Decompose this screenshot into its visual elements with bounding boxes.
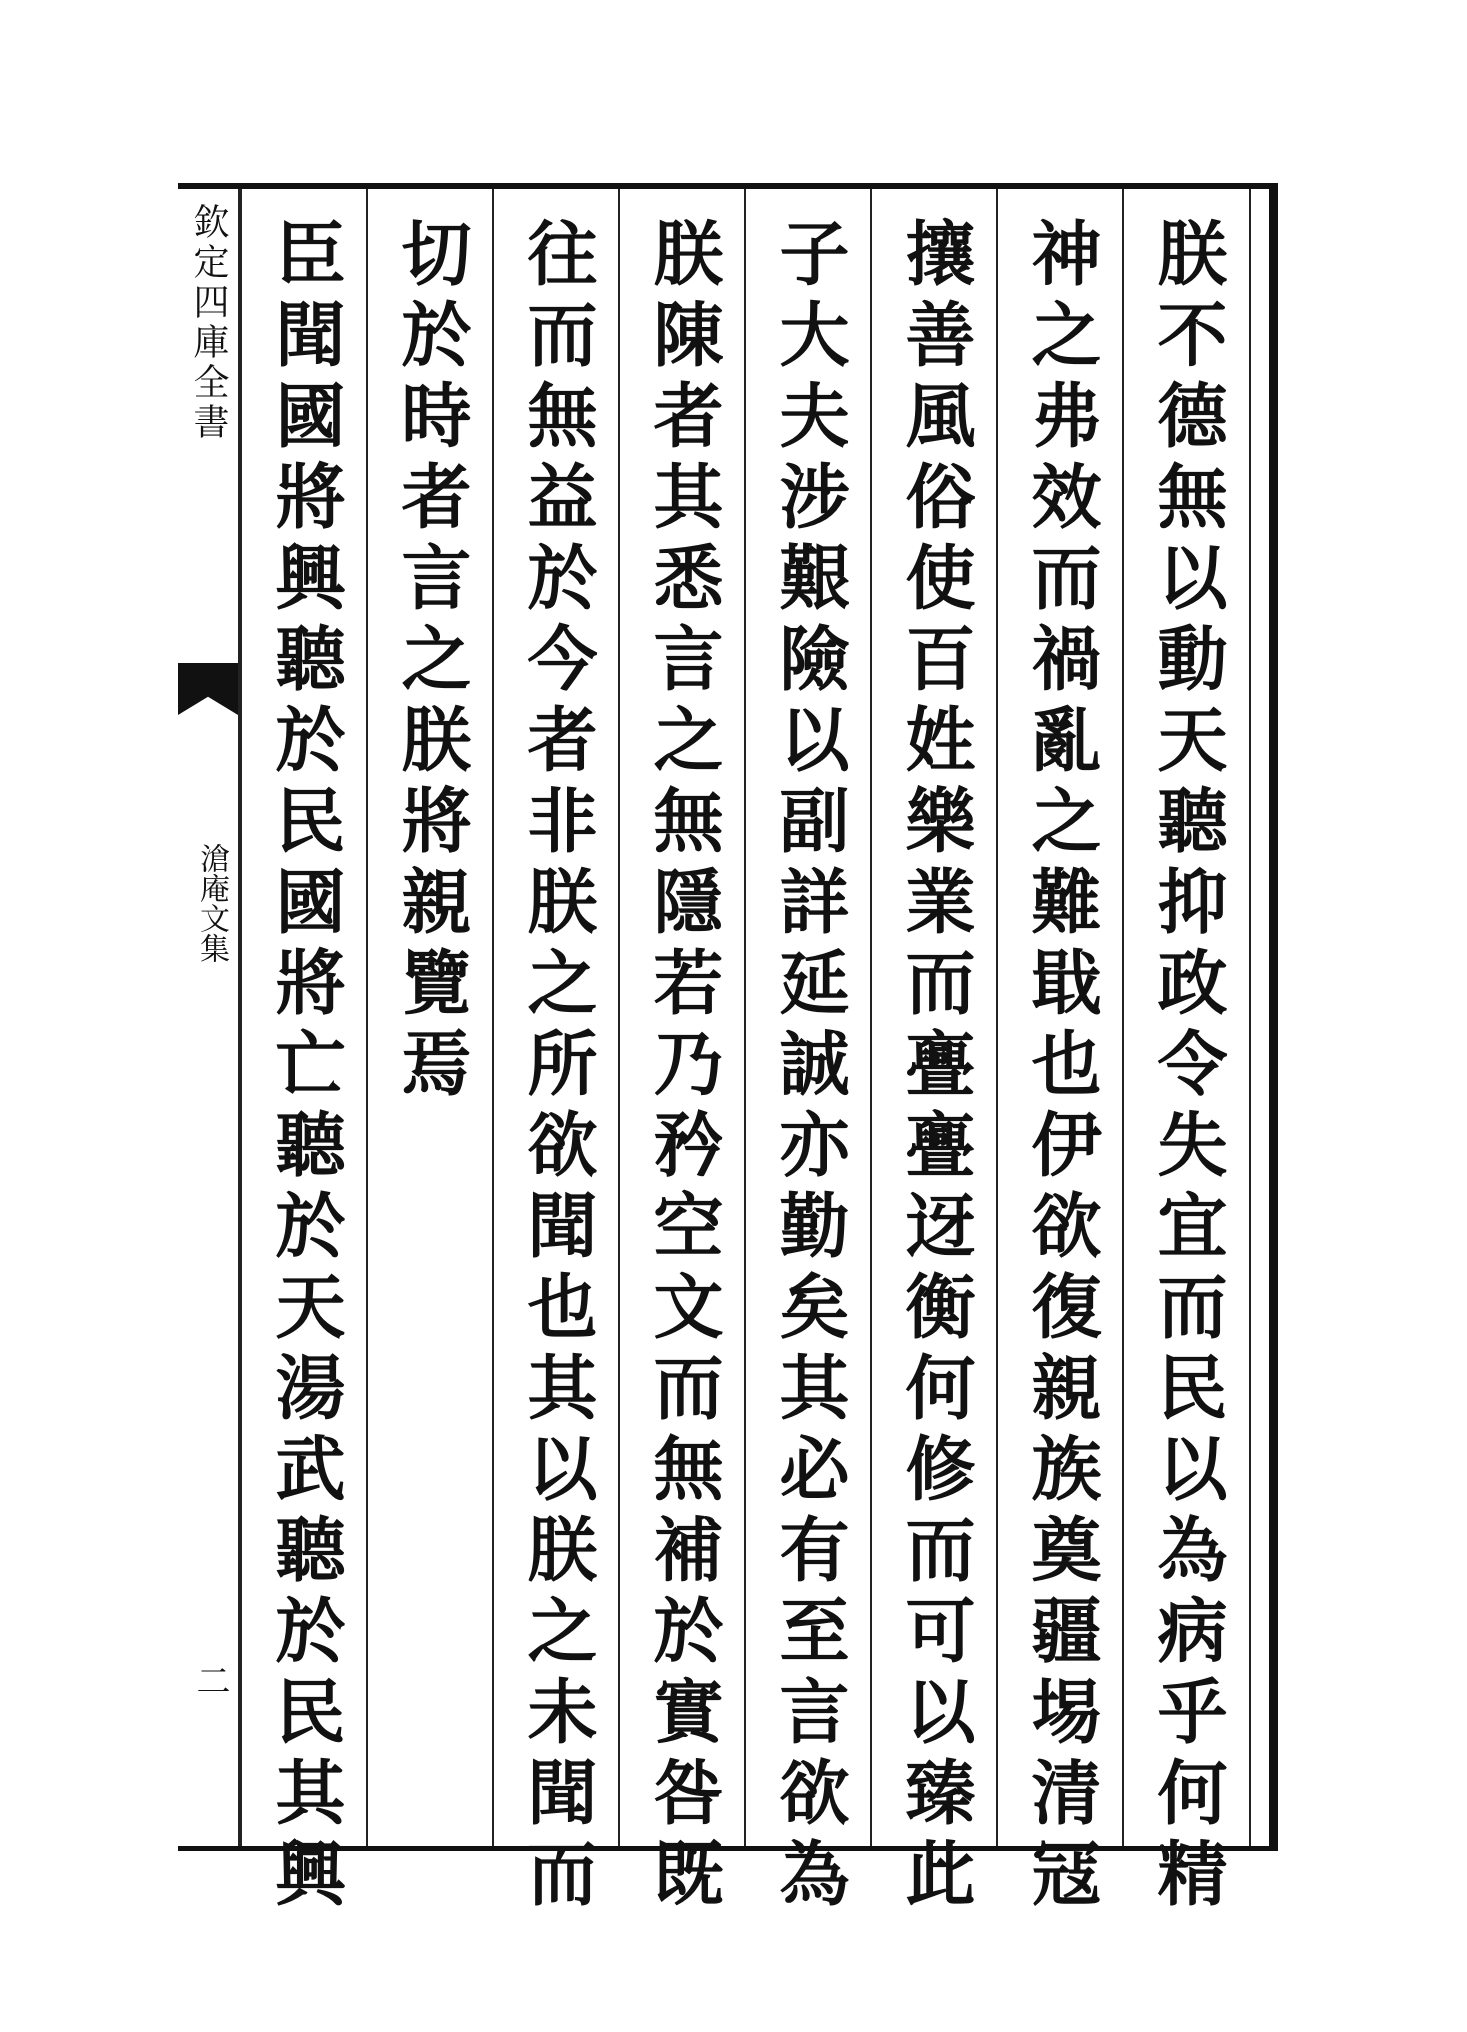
spine-book-title: 欽定四庫全書 (188, 203, 229, 443)
column-text: 臣聞國將興聽於民國將亡聽於天湯武聽於民其興 (264, 217, 347, 1918)
column-text: 子大夫涉艱險以副詳延誠亦勤矣其必有至言欲為 (768, 217, 851, 1918)
text-column (240, 189, 366, 1918)
text-column (492, 189, 618, 1918)
column-text: 朕不德無以動天聽抑政令失宜而民以為病乎何精 (1146, 217, 1229, 1918)
text-column (366, 189, 492, 1846)
text-column (618, 189, 744, 1918)
column-text: 切於時者言之朕將親覽焉 (390, 217, 473, 1108)
column-text: 神之弗效而禍亂之難戢也伊欲復親族奠疆埸清冦 (1020, 217, 1103, 1918)
column-text: 攘善風俗使百姓樂業而亹亹迓衡何修而可以臻此 (894, 217, 977, 1918)
spine-page-number: 二 (190, 1663, 230, 1697)
text-column (744, 189, 870, 1918)
text-column (996, 189, 1122, 1918)
text-column (1122, 189, 1248, 1918)
column-text: 朕陳者其悉言之無隱若乃矜空文而無補於實咎既 (642, 217, 725, 1918)
text-columns (240, 189, 1252, 1918)
column-text: 往而無益於今者非朕之所欲聞也其以朕之未聞而 (516, 217, 599, 1918)
spine-collection-title: 滄庵文集 (194, 843, 229, 963)
text-column (870, 189, 996, 1918)
